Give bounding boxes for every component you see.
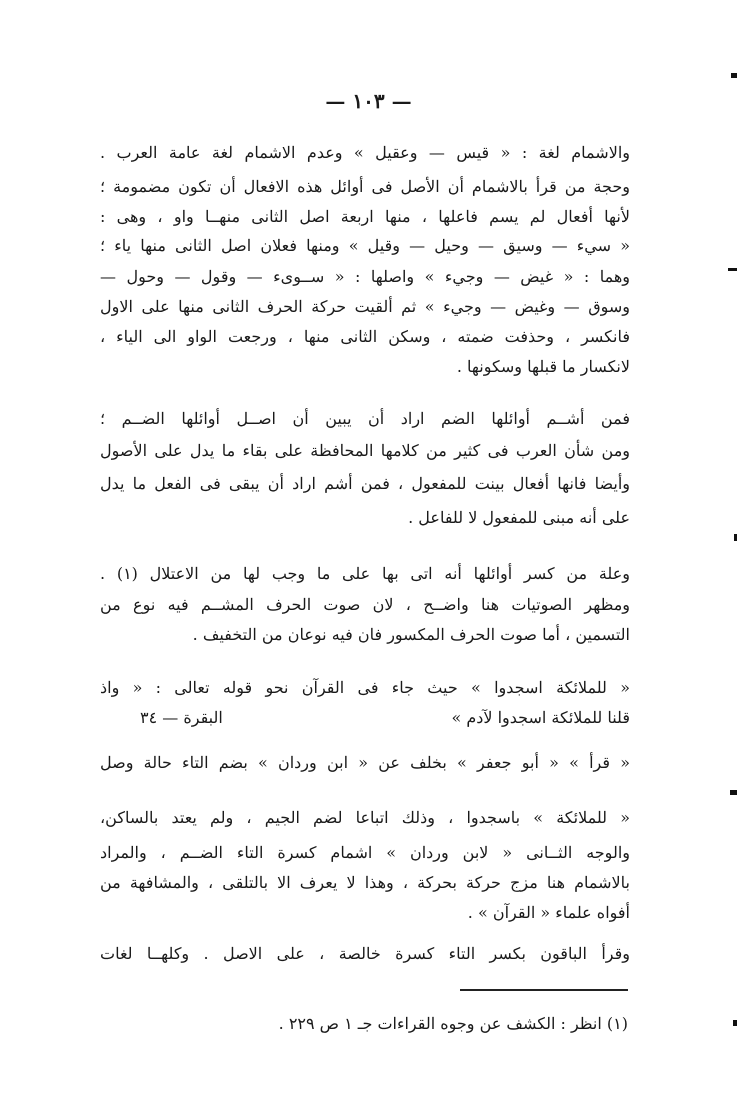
text-line: فانكسر ، وحذفت ضمته ، وسكن الثانى منها ، ورجعت الواو الى الياء ، — [100, 327, 630, 346]
text-line: وهما : « غيض — وجيء » واصلها : « ســوىء — وقول — وحول — — [100, 267, 630, 286]
quran-reference: البقرة — ٣٤ — [140, 708, 223, 727]
text-line: « للملائكة » باسجدوا ، وذلك اتباعا لضم الجيم ، ولم يعتد بالساكن، — [100, 808, 630, 827]
text-line: « سيء — وسيق — وحيل — وقيل » ومنها فعلان اصل الثانى منها ياء ؛ — [100, 236, 630, 255]
footnote: (١) انظر : الكشف عن وجوه القراءات جـ ١ ص ٢٢٩ . — [278, 1014, 628, 1033]
scan-mark — [731, 73, 737, 78]
text-line: وسوق — وغيض — وجيء » ثم ألقيت حركة الحرف الثانى منها على الاول — [100, 297, 630, 316]
text-line: والوجه الثــانى « لابن وردان » اشمام كسرة التاء الضــم ، والمراد — [100, 843, 630, 862]
scan-mark — [733, 1020, 737, 1026]
text-line: ومظهر الصوتيات هنا واضــح ، لان صوت الحرف المشــم فيه نوع من — [100, 595, 630, 614]
text-line: والاشمام لغة : « قيس — وعقيل » وعدم الاشمام لغة عامة العرب . — [100, 143, 630, 162]
text-line: لانكسار ما قبلها وسكونها . — [456, 357, 630, 376]
text-line: لأنها أفعال لم يسم فاعلها ، منها اربعة اصل الثانى منهــا واو ، وهى : — [100, 207, 630, 226]
text-line: التسمين ، أما صوت الحرف المكسور فان فيه نوعان من التخفيف . — [192, 625, 630, 644]
text-line: وأيضا فانها أفعال بينت للمفعول ، فمن أشم اراد أن يبقى فى الفعل ما يدل — [100, 474, 630, 493]
page-number: — ١٠٣ — — [325, 89, 412, 113]
scan-mark — [728, 268, 737, 271]
text-line: بالاشمام هنا مزج حركة بحركة ، وهذا لا يعرف الا بالتلقى ، والمشافهة من — [100, 873, 630, 892]
text-line: قلنا للملائكة اسجدوا لآدم » — [451, 708, 630, 727]
text-line: ومن شأن العرب فى كثير من كلامها المحافظة على بقاء ما يدل على الأصول — [100, 441, 630, 460]
text-line: وحجة من قرأ بالاشمام أن الأصل فى أوائل هذه الافعال أن تكون مضمومة ؛ — [100, 177, 630, 196]
text-line: وعلة من كسر أوائلها أنه اتى بها على ما وجب لها من الاعتلال (١) . — [100, 564, 630, 583]
text-line: « للملائكة اسجدوا » حيث جاء فى القرآن نحو قوله تعالى : « واذ — [100, 678, 630, 697]
text-line: على أنه مبنى للمفعول لا للفاعل . — [408, 508, 630, 527]
text-line: فمن أشــم أوائلها الضم اراد أن يبين أن اصــل أوائلها الضــم ؛ — [100, 409, 630, 428]
text-line: وقرأ الباقون بكسر التاء كسرة خالصة ، على الاصل . وكلهــا لغات — [100, 944, 630, 963]
text-line: « قرأ » « أبو جعفر » بخلف عن « ابن وردان » بضم التاء حالة وصل — [100, 753, 630, 772]
footnote-rule — [460, 989, 628, 991]
text-line: أفواه علماء « القرآن » . — [467, 903, 630, 922]
scan-mark — [730, 790, 737, 795]
